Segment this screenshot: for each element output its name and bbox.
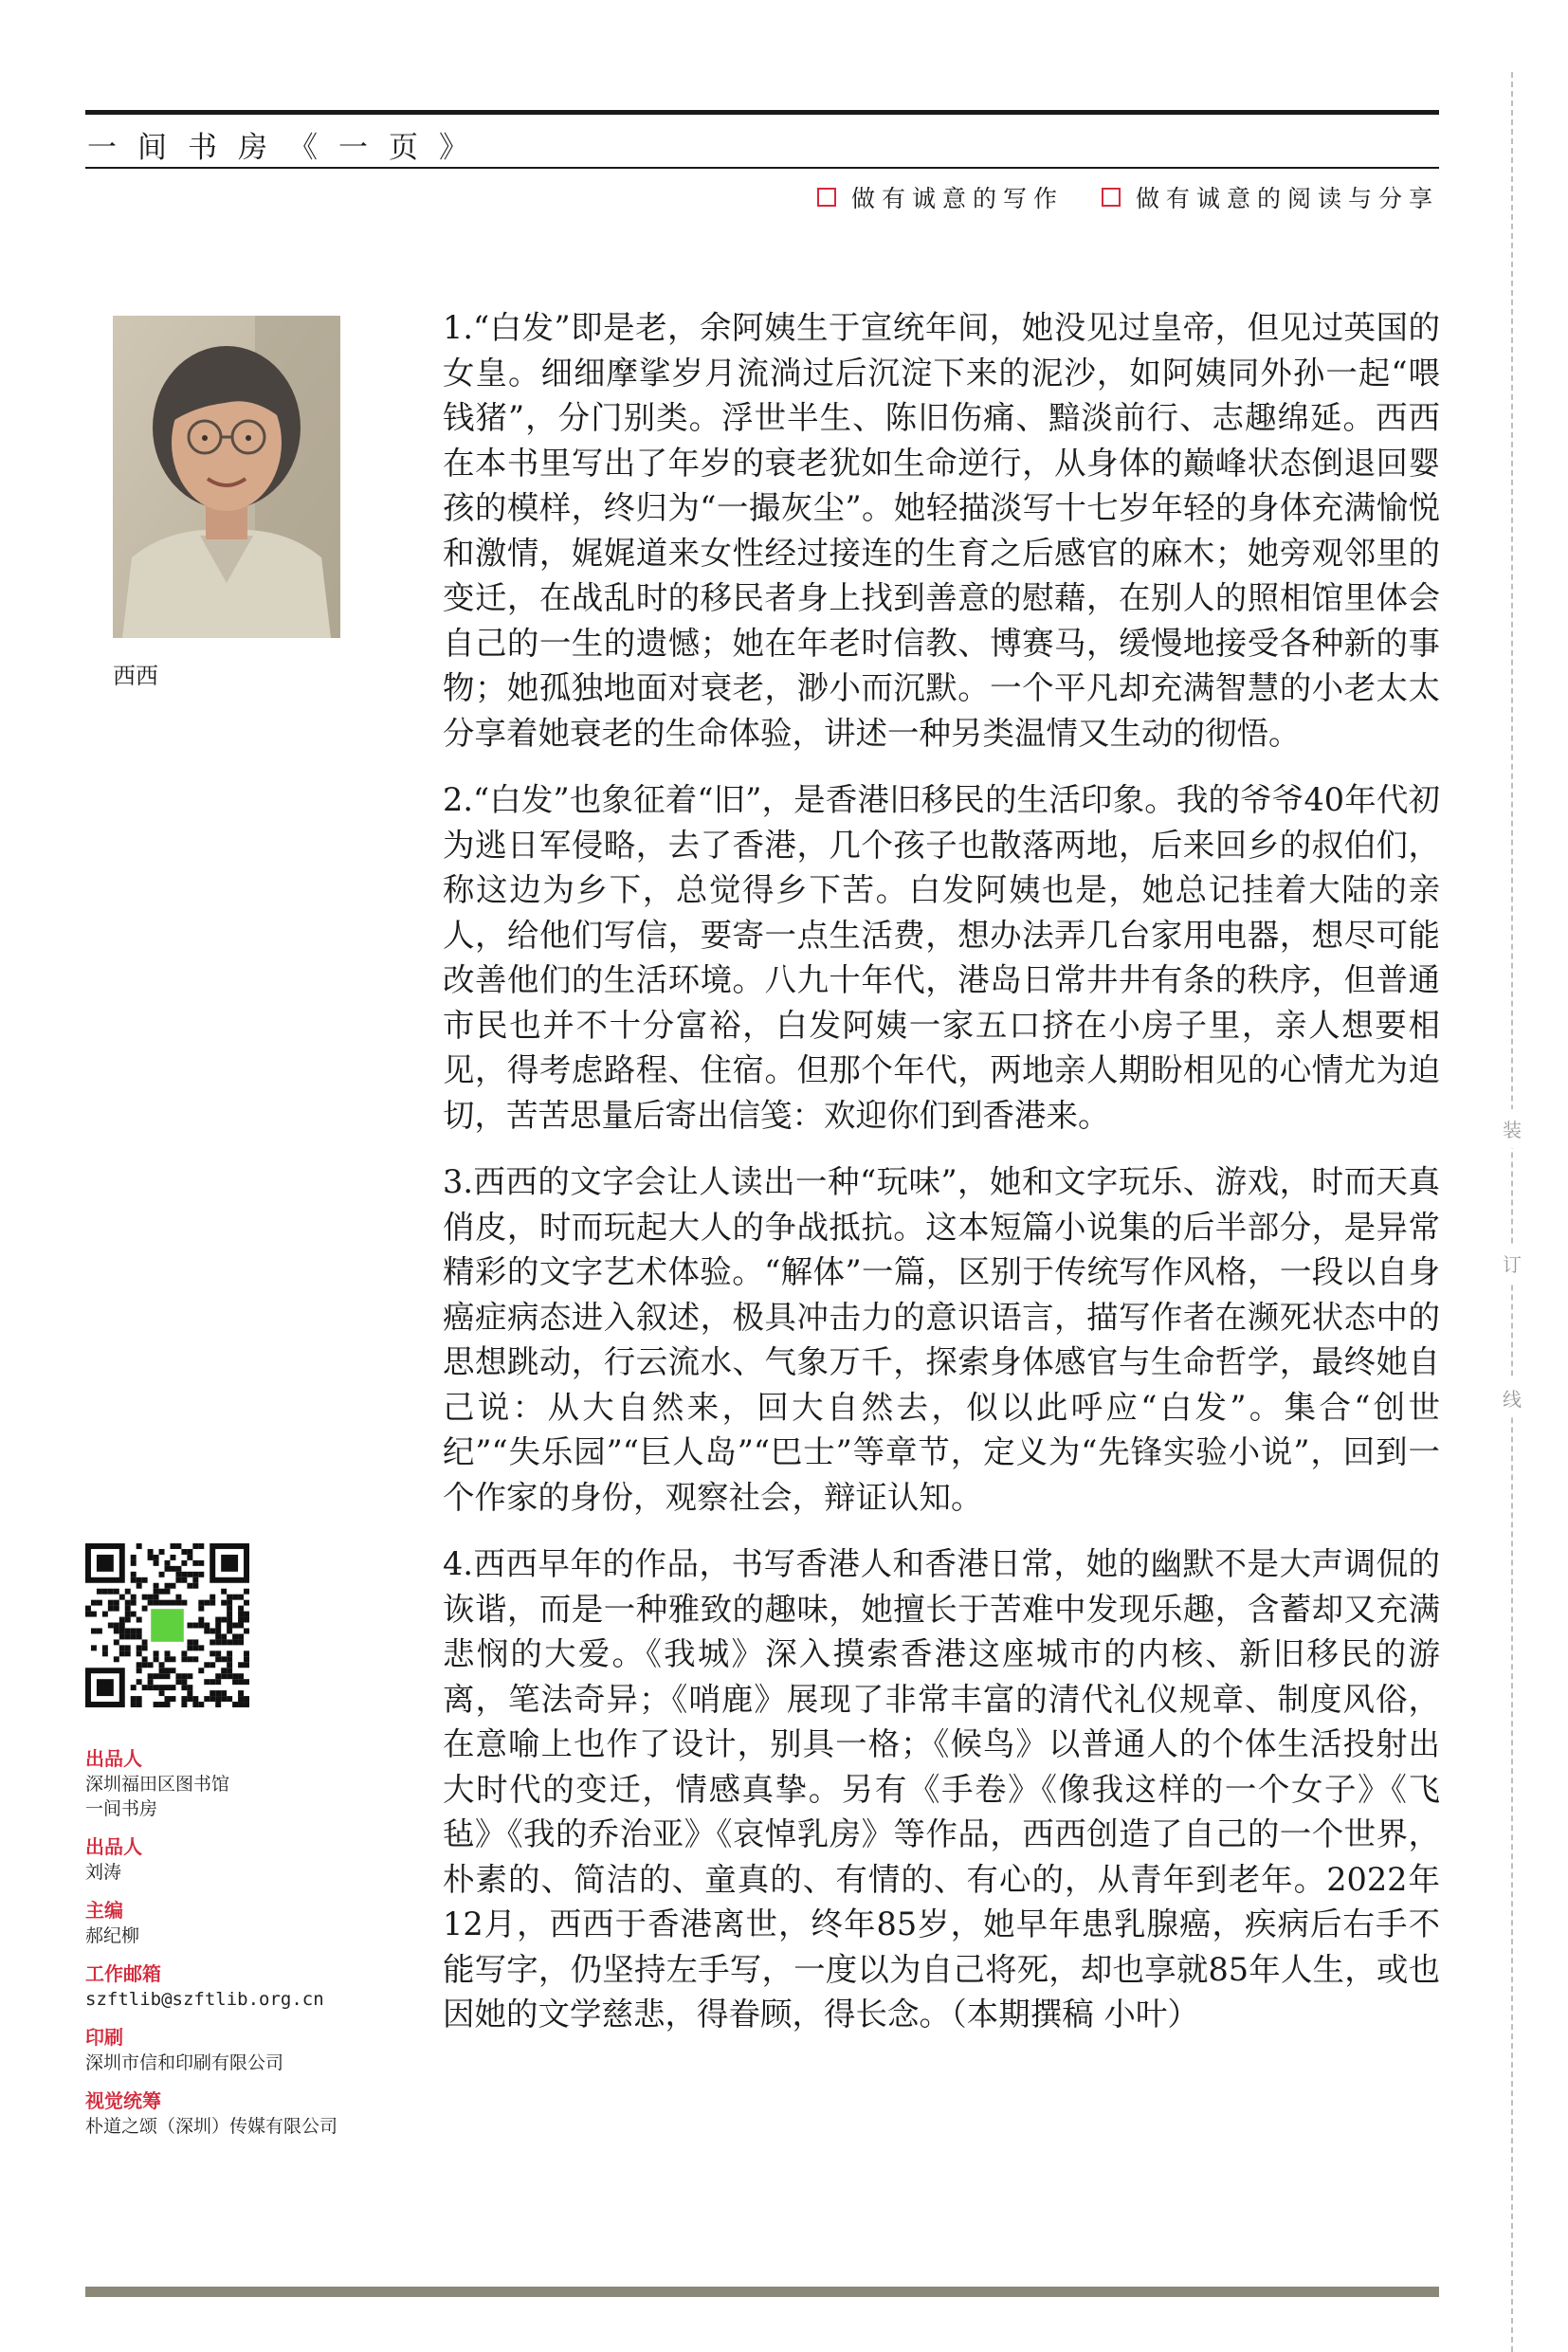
top-rule (85, 110, 1439, 115)
article-paragraph-2: 2.“白发”也象征着“旧”，是香港旧移民的生活印象。我的爷爷40年代初为逃日军侵略，去了香港，几个孩子也散落两地，后来回乡的叔伯们，称这边为乡下，总觉得乡下苦。白发阿姨也是，她总记挂着大陆的亲人，给他们写信，要寄一点生活费，想办法弄几台家用电器，想尽可能改善他们的生活环境。八九十年代，港岛日常井井有条的秩序，但普通市民也并不十分富裕，白发阿姨一家五口挤在小房子里，亲人想要相见，得考虑路程、住宿。但那个年代，两地亲人期盼相见的心情尤为迫切，苦苦思量后寄出信笺：欢迎你们到香港来。 (443, 781, 1440, 1134)
masthead-title: 一间书房《一页》 (87, 131, 489, 165)
slogan-2 (1102, 180, 1439, 214)
checkbox-icon (1102, 188, 1121, 207)
article-paragraph-3: 3.西西的文字会让人读出一种“玩味”，她和文字玩乐、游戏，时而天真俏皮，时而玩起大人的争战抵抗。这本短篇小说集的后半部分，是异常精彩的文字艺术体验。“解体”一篇，区别于传统写作风格，一段以自身癌症病态进入叙述，极具冲击力的意识语言，描写作者在濒死状态中的思想跳动，行云流水、气象万千，探索身体感官与生命哲学，最终她自己说：从大自然来，回大自然去，似以此呼应“白发”。集合“创世纪”“失乐园”“巨人岛”“巴士”等章节，定义为“先锋实验小说”，回到一个作家的身份，观察社会，辩证认知。 (443, 1163, 1440, 1516)
slogan-1-text: 做有诚意的写作 (850, 185, 1064, 212)
credits-panel (85, 1746, 427, 2152)
credit-group (85, 2025, 427, 2075)
header-divider (85, 167, 1439, 169)
credit-label: 工作邮箱 (85, 1962, 161, 1985)
article-paragraph-1: 1.“白发”即是老，余阿姨生于宣统年间，她没见过皇帝，但见过英国的女皇。细细摩挲岁月流淌过后沉淀下来的泥沙，如阿姨同外孙一起“喂钱猪”，分门别类。浮世半生、陈旧伤痛、黯淡前行、志趣绵延。西西在本书里写出了年岁的衰老犹如生命逆行，从身体的巅峰状态倒退回婴孩的模样，终归为“一撮灰尘”。她轻描淡写十七岁年轻的身体充满愉悦和激情，娓娓道来女性经过接连的生育之后感官的麻木；她旁观邻里的变迁，在战乱时的移民者身上找到善意的慰藉，在别人的照相馆里体会自己的一生的遗憾；她在年老时信教、博赛马，缓慢地接受各种新的事物；她孤独地面对衰老，渺小而沉默。一个平凡却充满智慧的小老太太分享着她衰老的生命体验，讲述一种另类温情又生动的彻悟。 (443, 309, 1440, 752)
slogan-bar (779, 180, 1439, 214)
checkbox-icon (817, 188, 836, 207)
credit-value: 朴道之颂（深圳）传媒有限公司 (85, 2116, 338, 2137)
article-body (443, 305, 1440, 2059)
credit-group (85, 1834, 427, 1885)
credit-value: 深圳市信和印刷有限公司 (85, 2052, 284, 2073)
credit-value: 刘涛 (85, 1862, 122, 1883)
article-paragraph-4: 4.西西早年的作品，书写香港人和香港日常，她的幽默不是大声调侃的诙谐，而是一种雅致的趣味，她擅长于苦难中发现乐趣，含蓄却又充满悲悯的大爱。《我城》深入摸索香港这座城市的内核、新旧移民的游离，笔法奇异；《哨鹿》展现了非常丰富的清代礼仪规章、制度风俗，在意喻上也作了设计，别具一格；《候鸟》以普通人的个体生活投射出大时代的变迁，情感真挚。另有《手卷》《像我这样的一个女子》《飞毡》《我的乔治亚》《哀悼乳房》等作品，西西创造了自己的一个世界，朴素的、简洁的、童真的、有情的、有心的，从青年到老年。2022年12月，西西于香港离世，终年85岁，她早年患乳腺癌，疾病后右手不能写字，仍坚持左手写，一度以为自己将死，却也享就85年人生，或也因她的文学慈悲，得眷顾，得长念。（本期撰稿 小叶） (443, 1545, 1440, 2033)
portrait-illustration (113, 316, 340, 638)
credit-label: 印刷 (85, 2026, 123, 2049)
credit-label: 出品人 (85, 1747, 142, 1770)
binding-label: 线 (1500, 1378, 1524, 1417)
binding-label: 装 (1500, 1109, 1524, 1148)
credit-label: 出品人 (85, 1835, 142, 1858)
credit-group (85, 1961, 427, 2012)
credit-value: 深圳福田区图书馆 (85, 1774, 230, 1795)
credit-group (85, 1746, 427, 1821)
credit-label: 主编 (85, 1899, 123, 1922)
binding-label: 订 (1500, 1244, 1524, 1283)
photo-caption: 西西 (113, 663, 158, 689)
slogan-1 (817, 180, 1064, 214)
credit-group (85, 1898, 427, 1948)
qr-code (85, 1543, 249, 1707)
binding-dashed-line (1511, 72, 1513, 2352)
credit-value: 一间书房 (85, 1798, 158, 1819)
author-photo (113, 316, 340, 638)
slogan-2-text: 做有诚意的阅读与分享 (1135, 185, 1439, 212)
credit-label: 视觉统筹 (85, 2089, 161, 2112)
footer-bar (85, 2287, 1439, 2297)
credit-value: 郝纪柳 (85, 1925, 140, 1946)
email-value: szftlib@szftlib.org.cn (85, 1989, 324, 2010)
credit-group (85, 2088, 427, 2139)
qr-code-icon (85, 1543, 249, 1707)
